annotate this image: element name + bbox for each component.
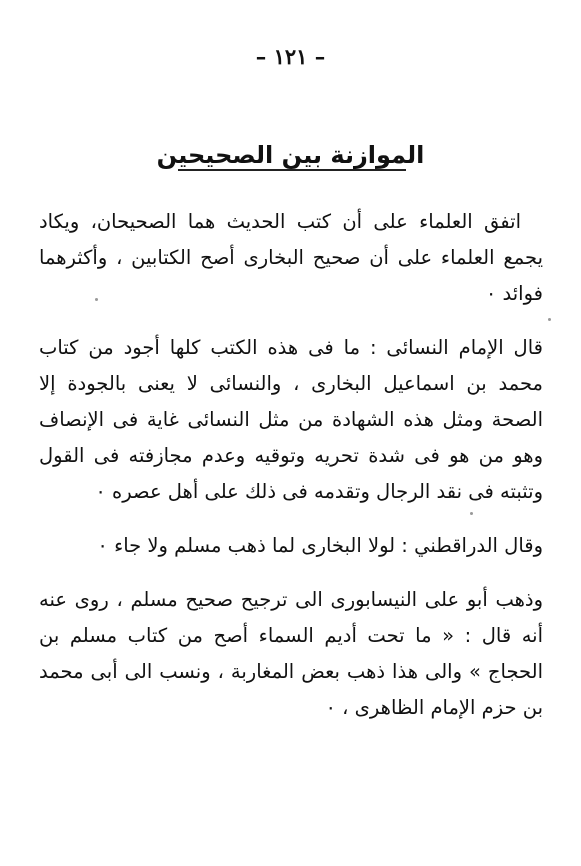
paragraph-4: وذهب أبو على النيسابورى الى ترجيح صحيح مسلم ، روى عنه أنه قال : « ما تحت أديم السماء أصح من كتاب مسلم بن الحجاج » والى هذا ذهب بعض المغاربة ، ونسب الى أبى محمد بن حزم الإمام الظاهرى ، ٠ — [39, 588, 543, 719]
paragraph-2: قال الإمام النسائى : ما فى هذه الكتب كلها أجود من كتاب محمد بن اسماعيل البخارى ، والنسائى لا يعنى بالجودة إلا الصحة ومثل هذه الشهادة من مثل النسائى غاية فى الإنصاف وهو من هو فى شدة تحريه وتوقيه وعدم مجازفته فى القول وتثبته فى نقد الرجال وتقدمه فى ذلك على أهل عصره ٠ — [39, 336, 543, 503]
heading-underline — [178, 169, 406, 171]
page-number: – ١٢١ – — [255, 44, 326, 69]
print-speck — [470, 512, 473, 515]
body-text — [39, 204, 543, 726]
section-heading: الموازنة بين الصحيحين — [156, 141, 425, 169]
print-speck — [95, 298, 98, 301]
print-speck — [548, 318, 551, 321]
paragraph-1: اتفق العلماء على أن كتب الحديث هما الصحيحان، ويكاد يجمع العلماء على أن صحيح البخارى أصح الكتابين ، وأكثرهما فوائد ٠ — [39, 210, 543, 305]
paragraph-3: وقال الدراقطني : لولا البخارى لما ذهب مسلم ولا جاء ٠ — [97, 534, 543, 557]
